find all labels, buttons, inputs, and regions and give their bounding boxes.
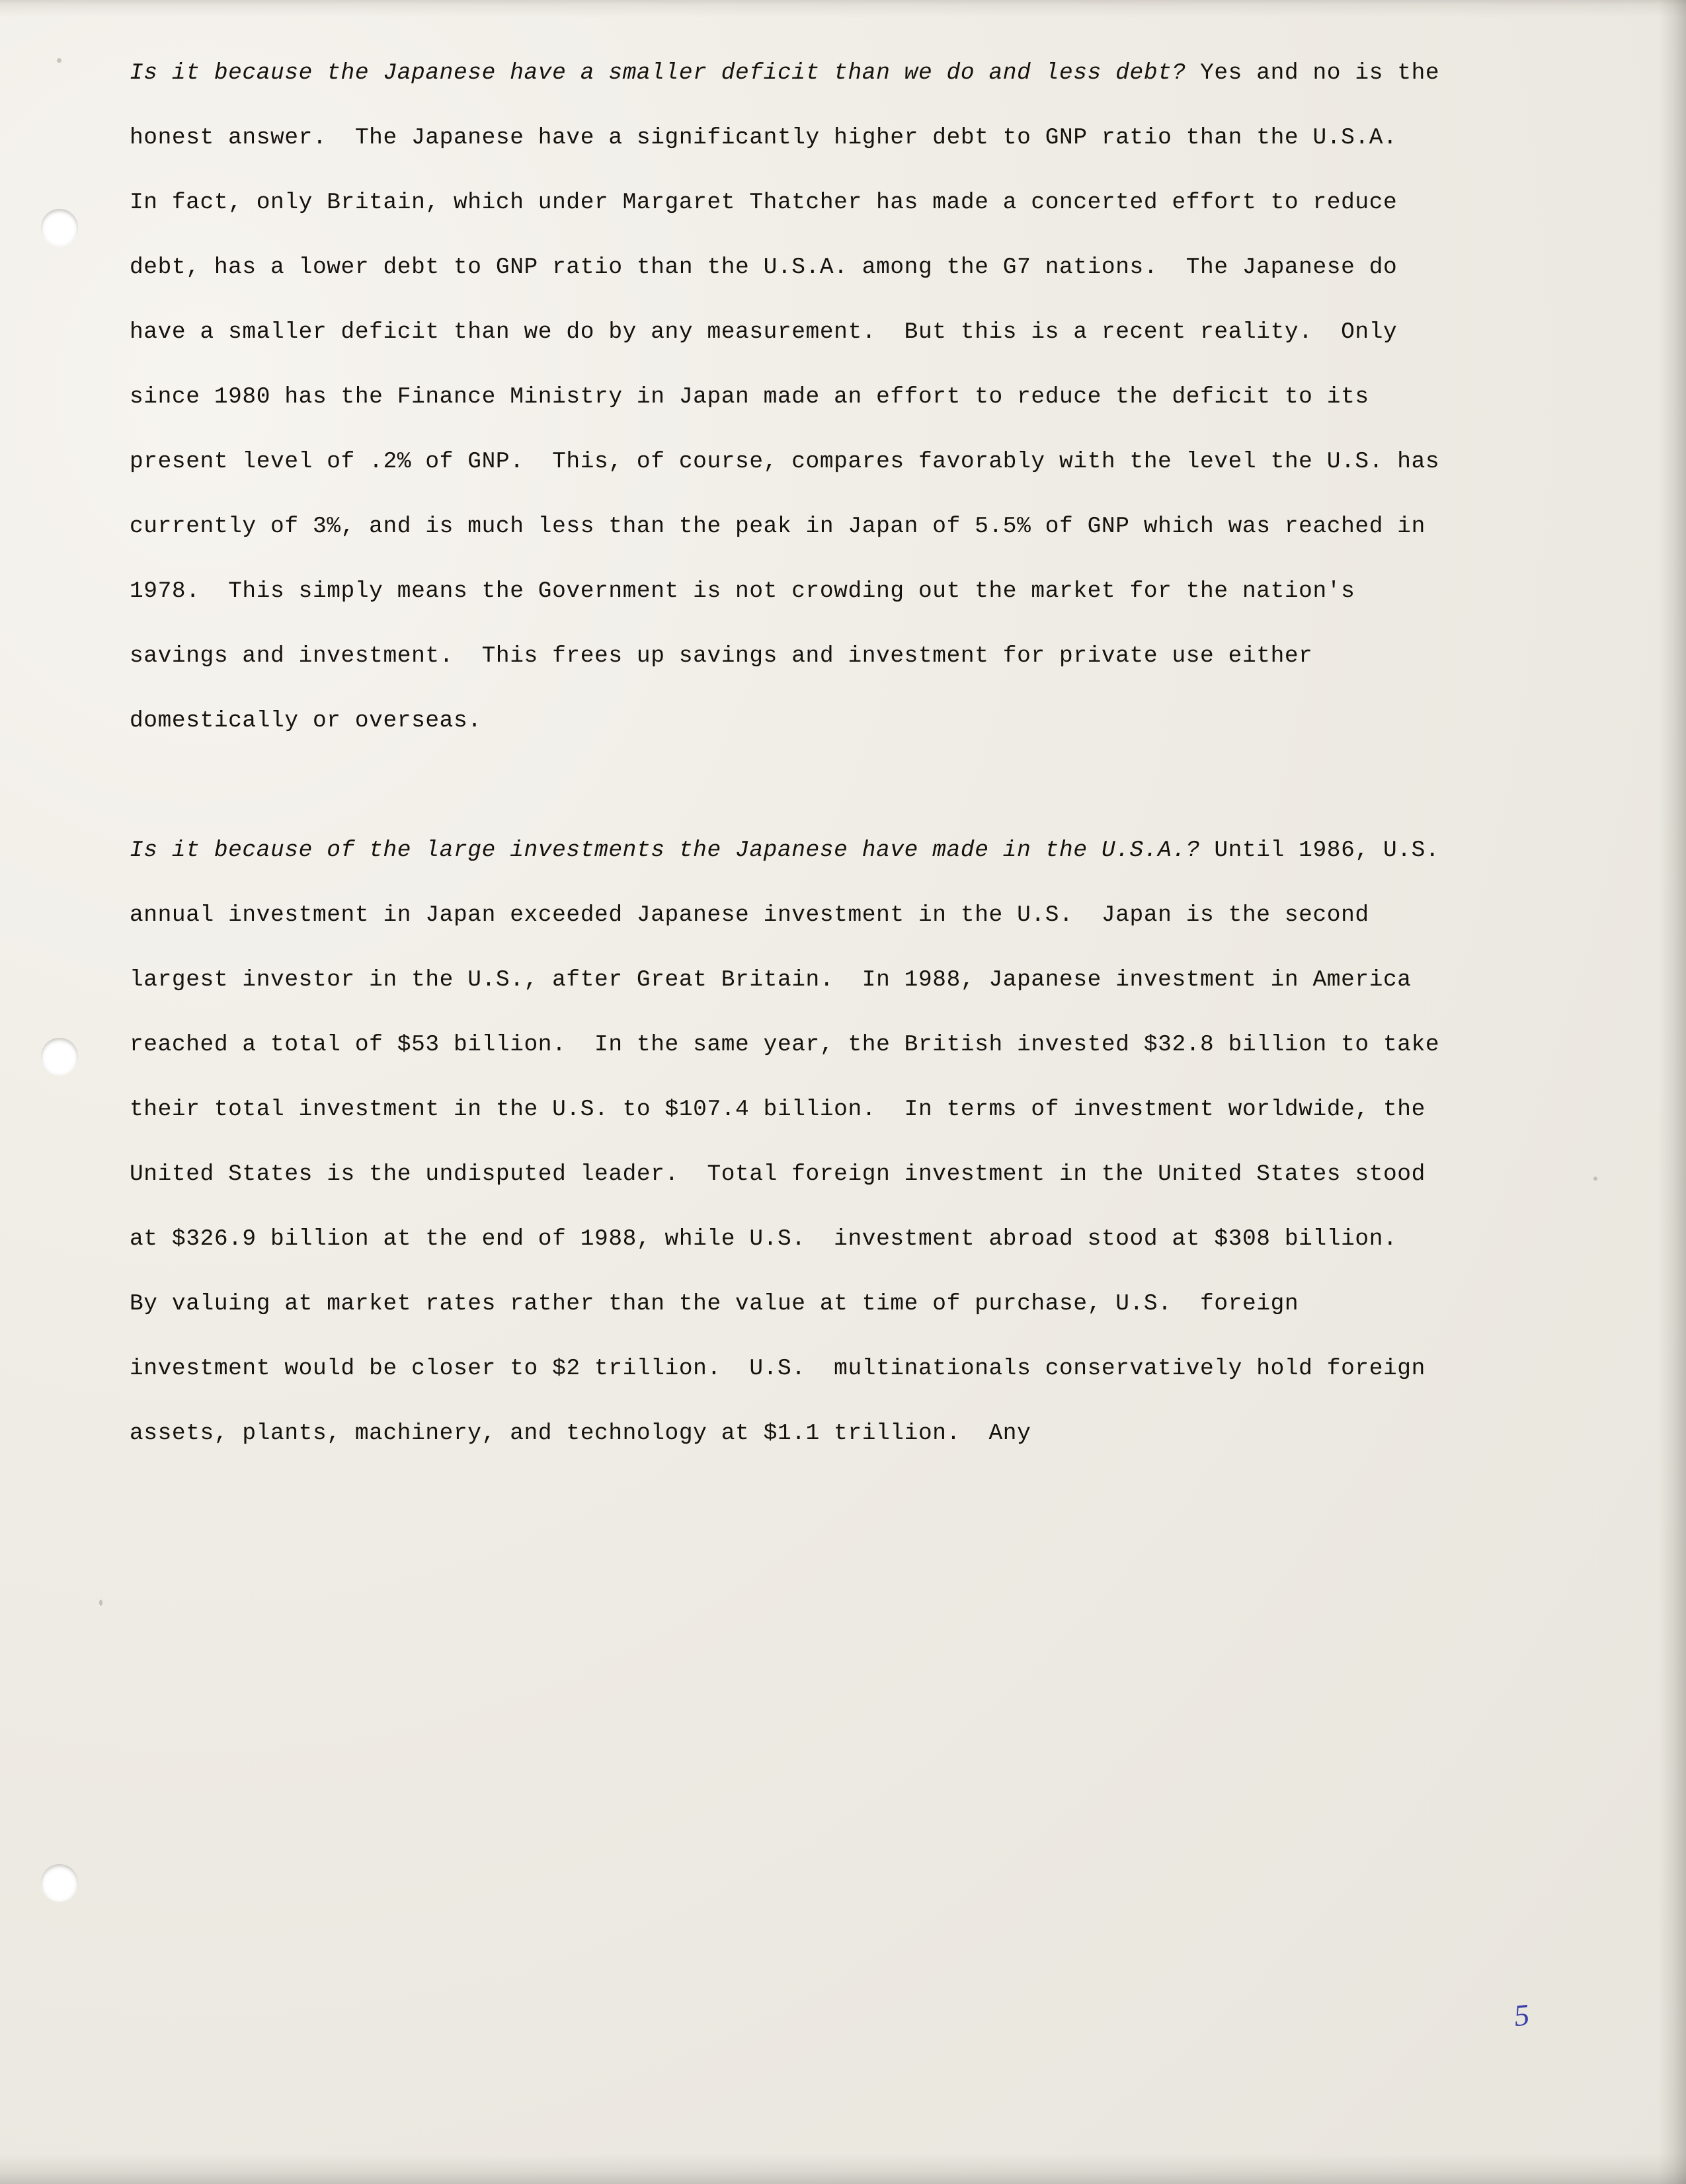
paragraph-1-body: Yes and no is the honest answer. The Japanese have a significantly higher debt to GNP ratio than the U.S.A. In fact, only Britain, which under Margaret Thatcher has made a concerted effort to reduce debt, has a lower debt to GNP ratio than the U.S.A. among the G7 nations. The Japanese do have a smaller deficit than we do by any measurement. But this is a recent reality. Only since 1980 has the Finance Ministry in Japan made an effort to reduce the deficit to its present level of .2% of GNP. This, of course, compares favorably with the level the U.S. has currently of 3%, and is much less than the peak in Japan of 5.5% of GNP which was reached in 1978. This simply means the Government is not crowding out the market for the nation's savings and investment. This frees up savings and investment for private use either domestically or overseas. — [130, 60, 1454, 734]
paper-speck — [99, 1600, 102, 1606]
punch-hole — [41, 1038, 78, 1075]
paragraph-2-body: Until 1986, U.S. annual investment in Japan exceeded Japanese investment in the U.S. Japan is the second largest investor in the U.S., after Great Britain. In 1988, Japanese investment in America reached a total of $53 billion. In the same year, the British invested $32.8 billion to take their total investment in the U.S. to $107.4 billion. In terms of investment worldwide, the United States is the undisputed leader. Total foreign investment in the United States stood at $326.9 billion at the end of 1988, while U.S. investment abroad stood at $308 billion. By valuing at market rates rather than the value at time of purchase, U.S. foreign investment would be closer to $2 trillion. U.S. multinationals conservatively hold foreign assets, plants, machinery, and technology at $1.1 trillion. Any — [130, 838, 1454, 1446]
page-edge-shading-bottom — [0, 2154, 1686, 2184]
paragraph-2-lead-question: Is it because of the large investments the Japanese have made in the U.S.A.? — [130, 838, 1201, 863]
paragraph-2 — [130, 818, 1454, 1466]
paper-speck — [1593, 1177, 1597, 1181]
paragraph-1 — [130, 41, 1454, 754]
punch-hole — [41, 209, 78, 246]
page-number: 5 — [1512, 1997, 1531, 2033]
paragraph-1-lead-question: Is it because the Japanese have a smaller deficit than we do and less debt? — [130, 60, 1186, 86]
paper-speck — [57, 58, 61, 63]
document-body — [130, 41, 1454, 1466]
page-edge-shading-top — [0, 0, 1686, 17]
punch-hole — [41, 1864, 78, 1901]
page-edge-shading-right — [1658, 0, 1686, 2184]
